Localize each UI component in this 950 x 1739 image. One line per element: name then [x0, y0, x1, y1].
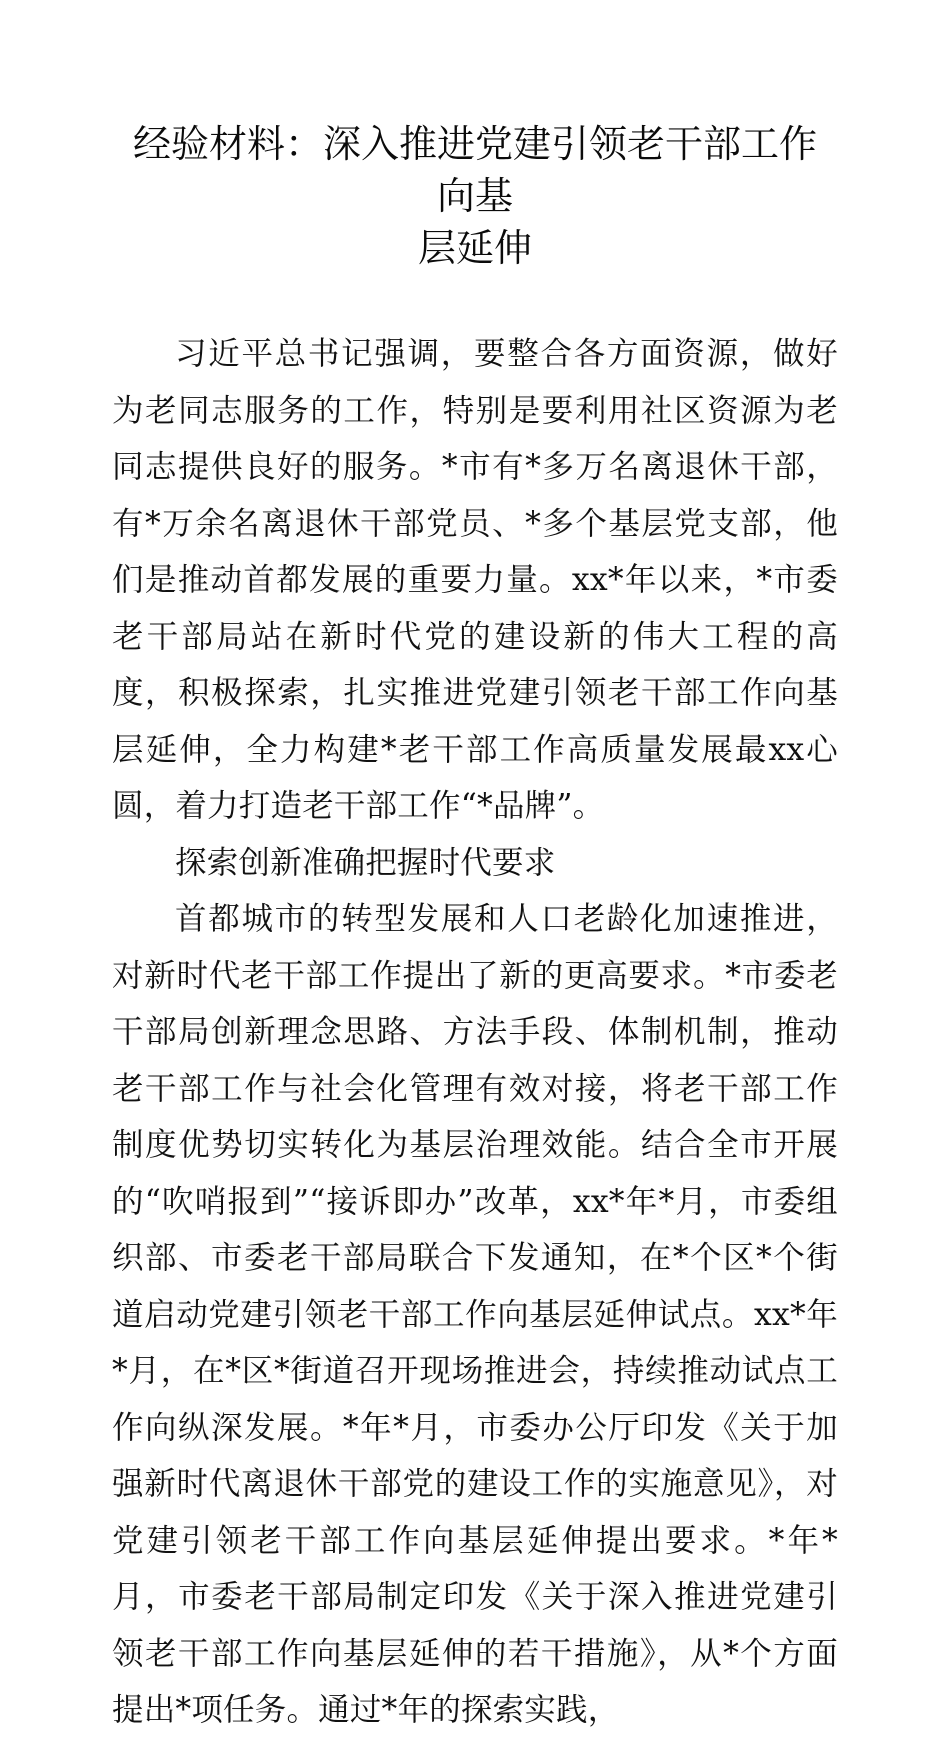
page-title [112, 118, 838, 274]
page-title-line-1: 经验材料：深入推进党建引领老干部工作向基 [132, 122, 817, 218]
section-heading-1: 探索创新准确把握时代要求 [175, 844, 556, 881]
document-body [112, 326, 838, 1739]
section-1-paragraph: 首都城市的转型发展和人口老龄化加速推进，对新时代老干部工作提出了新的更高要求。*市委老干部局创新理念思路、方法手段、体制机制，推动老干部工作与社会化管理有效对接，将老干部工作制度优势切实转化为基层治理效能。结合全市开展的“吹哨报到”“接诉即办”改革，xx*年*月，市委组织部、市委老干部局联合下发通知，在*个区*个街道启动党建引领老干部工作向基层延伸试点。xx*年*月，在*区*街道召开现场推进会，持续推动试点工作向纵深发展。*年*月，市委办公厅印发《关于加强新时代离退休干部党的建设工作的实施意见》，对党建引领老干部工作向基层延伸提出要求。*年*月，市委老干部局制定印发《关于深入推进党建引领老干部工作向基层延伸的若干措施》，从*个方面提出*项任务。通过*年的探索实践， [112, 901, 838, 1728]
page-title-line-2: 层延伸 [417, 226, 532, 270]
document-content [112, 118, 838, 1739]
intro-paragraph: 习近平总书记强调，要整合各方面资源，做好为老同志服务的工作，特别是要利用社区资源为老同志提供良好的服务。*市有*多万名离退休干部，有*万余名离退休干部党员、*多个基层党支部，他们是推动首都发展的重要力量。xx*年以来，*市委老干部局站在新时代党的建设新的伟大工程的高度，积极探索，扎实推进党建引领老干部工作向基层延伸，全力构建*老干部工作高质量发展最xx心圆，着力打造老干部工作“*品牌”。 [112, 336, 838, 824]
